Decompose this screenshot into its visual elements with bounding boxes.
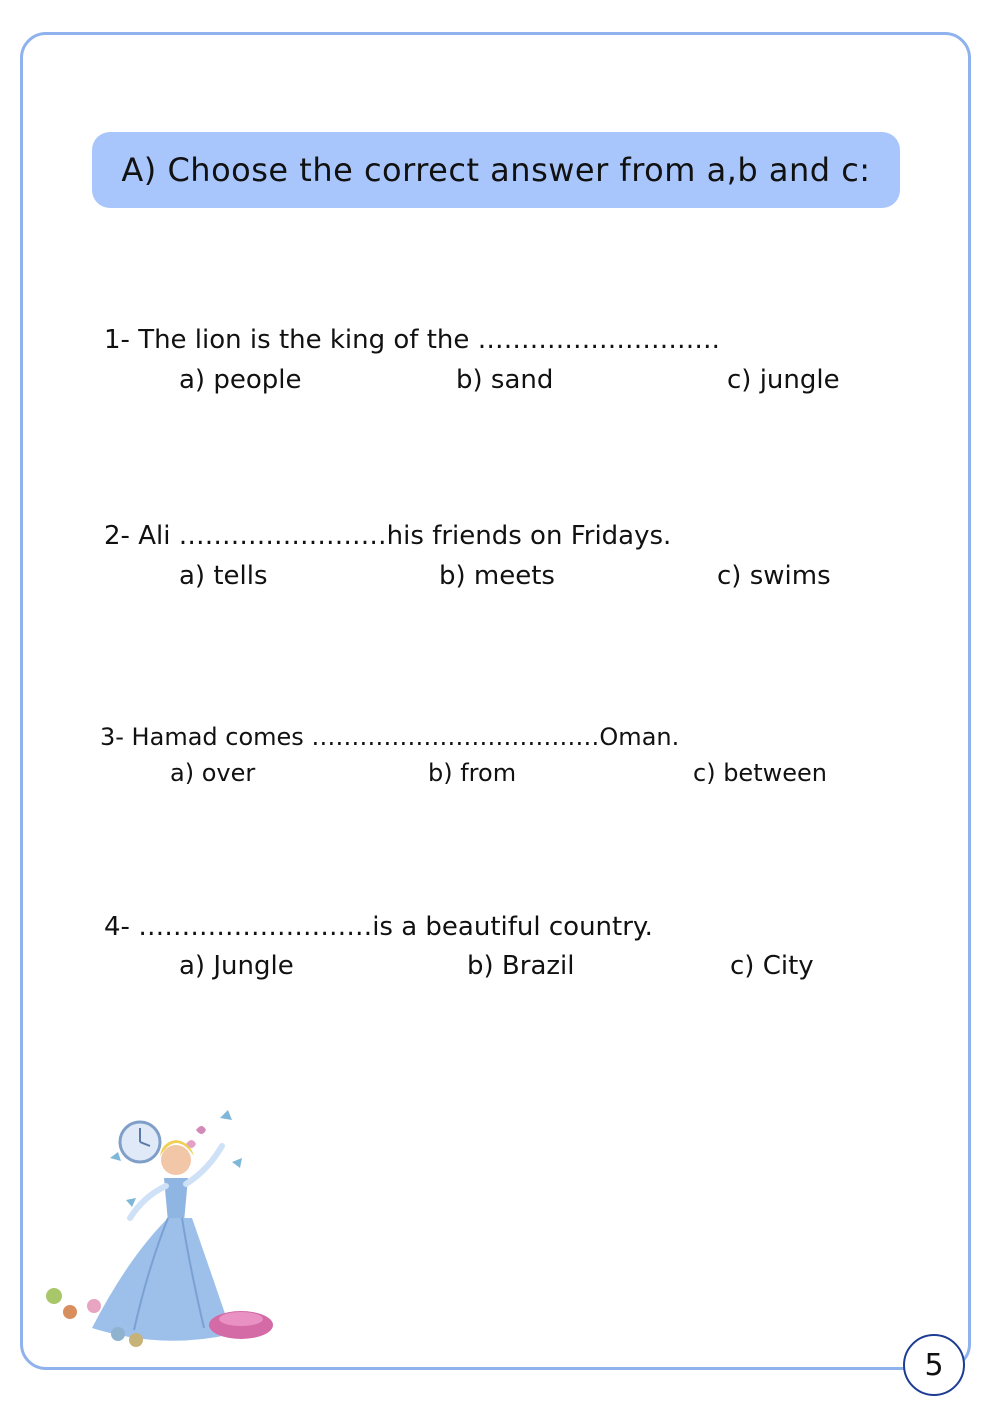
q3-option-a[interactable]: a) over (170, 759, 256, 787)
q3-option-b[interactable]: b) from (428, 759, 517, 787)
section-header (92, 132, 900, 208)
q1-option-a[interactable]: a) people (179, 365, 302, 395)
q4-option-a[interactable]: a) Jungle (179, 951, 294, 981)
princess-illustration (36, 1100, 286, 1370)
page-number: 5 (903, 1334, 965, 1396)
q1-option-b[interactable]: b) sand (456, 365, 554, 395)
section-title: A) Choose the correct answer from a,b and c: (121, 151, 871, 189)
q1-option-c[interactable]: c) jungle (727, 365, 840, 395)
q2-option-a[interactable]: a) tells (179, 561, 268, 591)
q3-option-c[interactable]: c) between (693, 759, 827, 787)
q2-option-b[interactable]: b) meets (439, 561, 555, 591)
q2-option-c[interactable]: c) swims (717, 561, 831, 591)
question-2: 2- Ali ……………………his friends on Fridays. (104, 521, 672, 551)
q4-option-c[interactable]: c) City (730, 951, 814, 981)
question-1: 1- The lion is the king of the ………………………. (104, 325, 720, 355)
question-4: 4- ………………………is a beautiful country. (104, 912, 653, 942)
q4-option-b[interactable]: b) Brazil (467, 951, 575, 981)
question-3: 3- Hamad comes ………………………………Oman. (100, 723, 680, 751)
